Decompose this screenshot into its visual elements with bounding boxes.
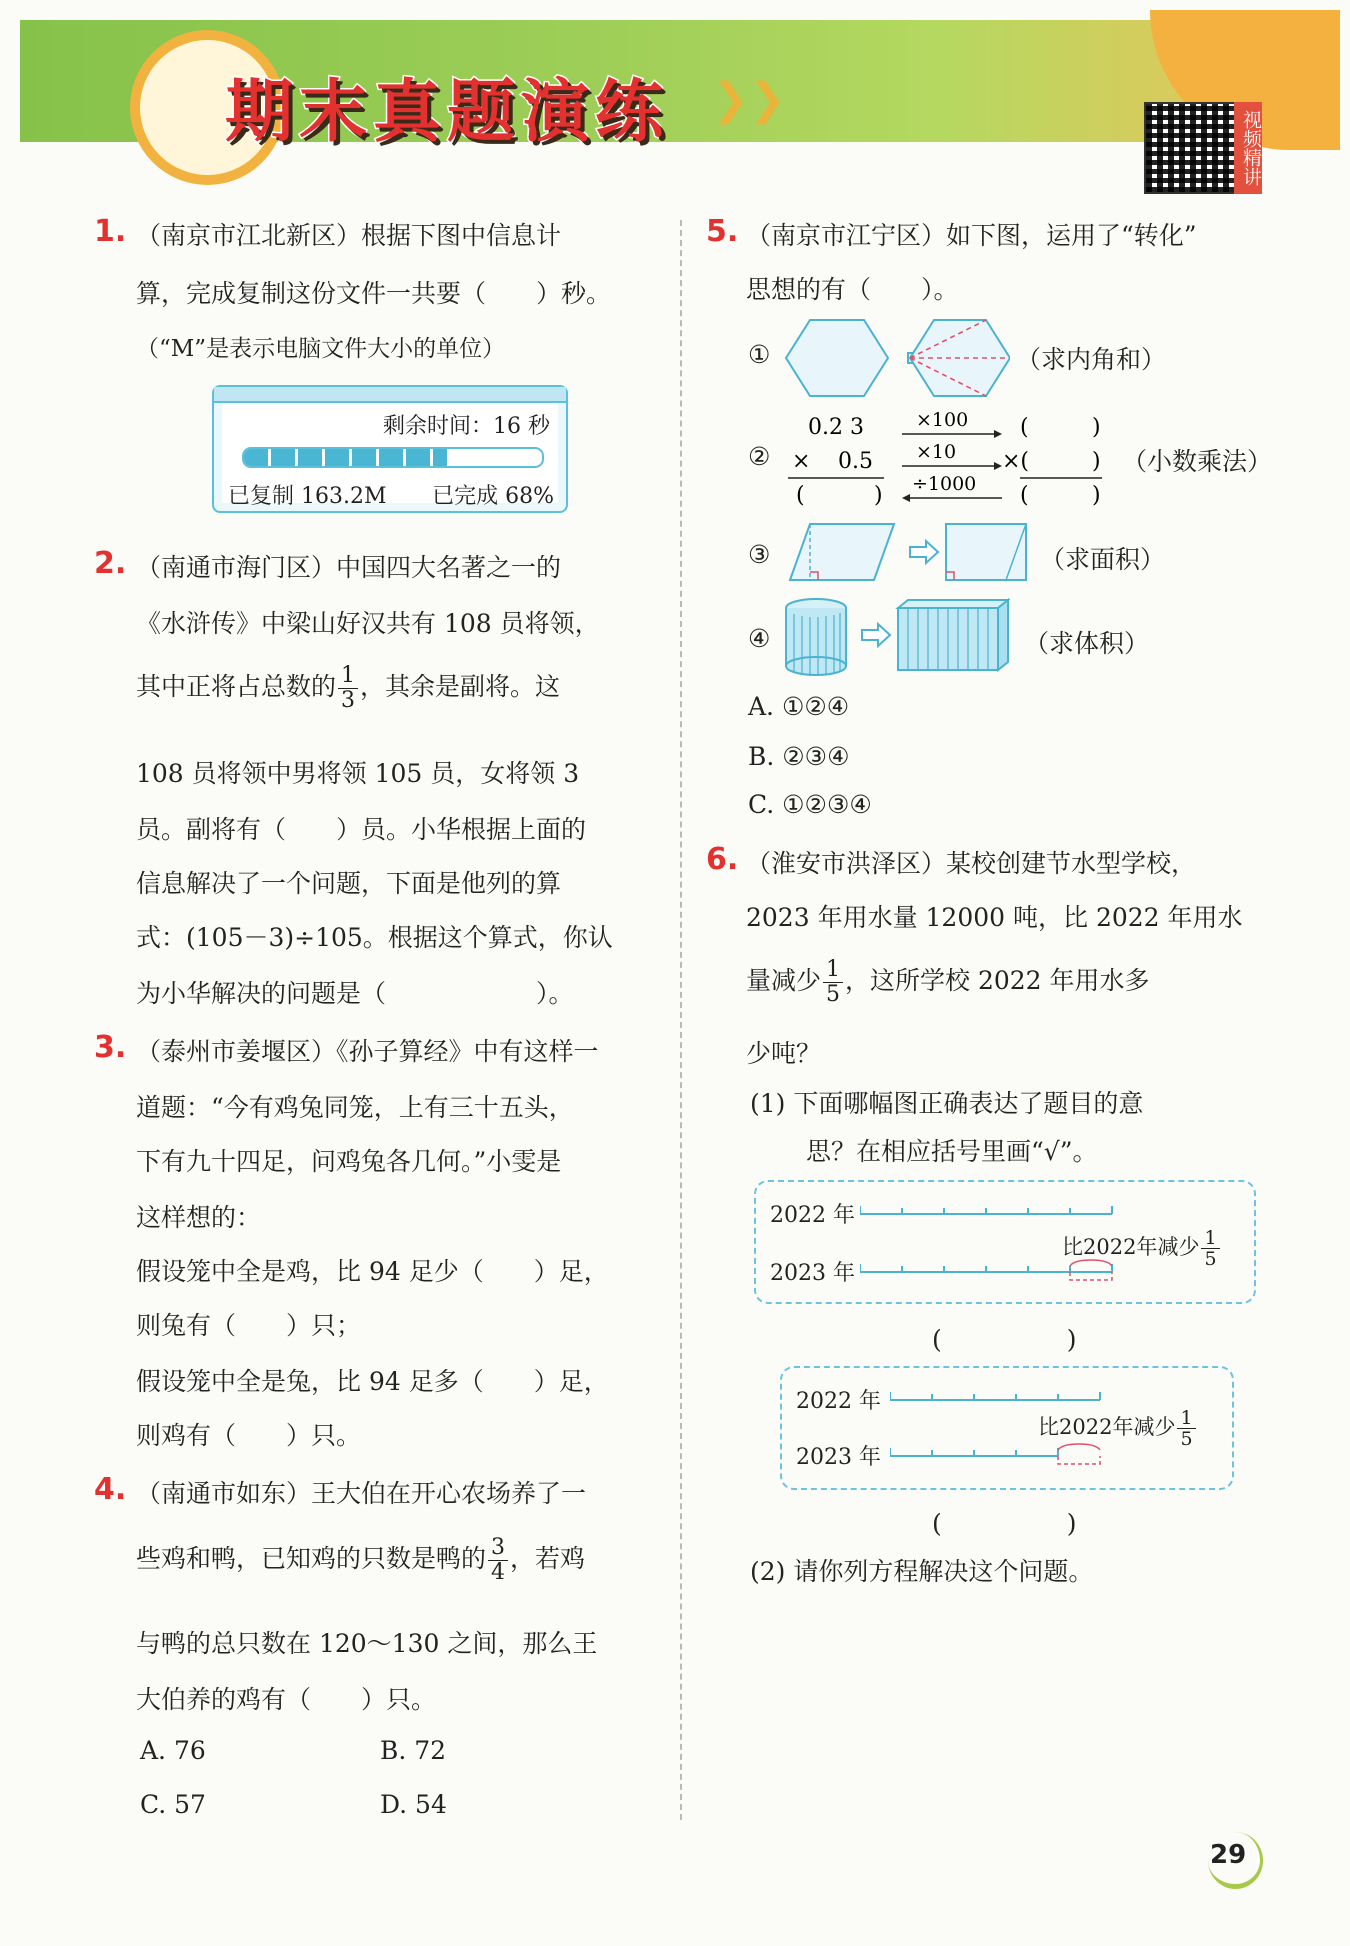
fig2-note: 比2022年减少 $\frac{1}{5}$ [1038,1408,1198,1449]
q4-choice-a[interactable]: A. 76 [140,1736,206,1765]
q2-line-3-pre: 其中正将占总数的 [136,672,337,701]
q2-line-8: 为小华解决的问题是（ ）。 [136,979,574,1008]
fraction-one-third: $\frac{1}{3}$ [338,664,358,713]
question-number-4: 4. [94,1472,127,1507]
title-arrow-icon: ❯❯ [712,74,786,125]
progress-bar [242,447,544,468]
q4-choice-c[interactable]: C. 57 [140,1790,206,1819]
q3-line-5: 假设笼中全是鸡，比 94 足少（ ）足， [136,1257,609,1286]
q4-line-1: （南通市如东）王大伯在开心农场养了一 [136,1479,587,1508]
cylinder-figure [780,596,1010,678]
fig1-answer-paren[interactable]: ( ) [932,1325,1077,1354]
q2-line-5: 员。副将有（ ）员。小华根据上面的 [136,815,587,844]
result-rparen-1: ) [1092,415,1101,440]
op-times-10: ×10 [916,441,957,463]
hexagon-figure [780,316,1010,400]
page-number: 29 [1210,1840,1247,1870]
question-number-6: 6. [706,842,739,877]
q4-line-2-post: ，若鸡 [510,1544,586,1573]
qr-code-icon[interactable] [1144,102,1236,194]
q6-sub1-line-2: 思？在相应括号里画“√”。 [806,1137,1098,1166]
q5-choice-a[interactable]: A. ①②④ [748,692,850,721]
q4-line-3: 与鸭的总只数在 120～130 之间，那么王 [136,1629,598,1658]
op-times-100: ×100 [916,409,969,431]
q2-line-6: 信息解决了一个问题，下面是他列的算 [136,869,562,898]
fig1-label-2022: 2022 年 [770,1203,855,1228]
line-diagram-option-2 [780,1366,1234,1490]
q2-line-4: 108 员将领中男将领 105 员，女将领 3 [136,759,580,788]
qr-label: 视频精讲 [1234,102,1262,194]
q3-line-7: 假设笼中全是兔，比 94 足多（ ）足， [136,1367,609,1396]
result-rparen-2: ) [1092,449,1101,474]
progress-fill [244,449,447,466]
q5-line-2: 思想的有（ ）。 [746,275,959,304]
q5-item-2-mark: ② [748,442,771,471]
line-diagram-option-1 [754,1180,1256,1304]
q5-item-2-label: （小数乘法） [1122,447,1273,476]
q2-line-2: 《水浒传》中梁山好汉共有 108 员将领， [136,609,600,638]
product-lparen: ( [796,483,805,508]
times-sign: × [792,449,811,474]
q1-line-3: （“M”是表示电脑文件大小的单位） [136,336,506,362]
q4-line-2 [136,1536,585,1585]
q6-line-3-pre: 量减少 [746,966,822,995]
result-times-paren: ×( [1002,449,1030,474]
fig2-label-2023: 2023 年 [796,1445,881,1470]
q6-line-3 [746,958,1150,1007]
result-rparen-3: ) [1092,483,1101,508]
parallelogram-figure [780,520,1040,586]
dialog-titlebar [214,387,566,403]
q5-item-4-label: （求体积） [1024,629,1150,658]
question-number-3: 3. [94,1030,127,1065]
result-lparen-3: ( [1020,483,1029,508]
fraction-three-fourths: $\frac{3}{4}$ [488,1536,508,1585]
page-title: 期末真题演练 [225,73,670,152]
q5-item-3-label: （求面积） [1040,545,1166,574]
q2-line-1: （南通市海门区）中国四大名著之一的 [136,553,562,582]
q6-sub1-line-1: (1) 下面哪幅图正确表达了题目的意 [750,1089,1144,1118]
question-number-1: 1. [94,214,127,249]
q5-item-4-mark: ④ [748,624,771,653]
copied-size: 已复制 163.2M [228,484,387,509]
q6-line-1: （淮安市洪泽区）某校创建节水型学校， [746,849,1197,878]
q3-line-4: 这样想的： [136,1203,262,1232]
factor-a: 0.2 3 [808,415,864,440]
question-number-5: 5. [706,214,739,249]
question-number-2: 2. [94,546,127,581]
q4-choice-d[interactable]: D. 54 [380,1790,447,1819]
column-divider [680,220,682,1820]
fig2-fraction: $\frac{1}{5}$ [1177,1408,1195,1449]
q6-line-2: 2023 年用水量 12000 吨，比 2022 年用水 [746,903,1243,932]
q4-line-4: 大伯养的鸡有（ ）只。 [136,1685,437,1714]
q3-line-1: （泰州市姜堰区）《孙子算经》中有这样一 [136,1037,599,1066]
q5-item-3-mark: ③ [748,540,771,569]
q3-line-2: 道题：“今有鸡兔同笼，上有三十五头， [136,1093,574,1122]
result-lparen-1: ( [1020,415,1029,440]
fraction-one-fifth: $\frac{1}{5}$ [823,958,843,1007]
fig1-note: 比2022年减少 $\frac{1}{5}$ [1062,1228,1222,1269]
fig1-label-2023: 2023 年 [770,1261,855,1286]
q6-line-3-post: ，这所学校 2022 年用水多 [845,966,1150,995]
fig1-fraction: $\frac{1}{5}$ [1201,1228,1219,1269]
q6-line-4: 少吨？ [746,1039,822,1068]
factor-b: 0.5 [838,449,873,474]
q3-line-3: 下有九十四足，问鸡兔各几何。”小雯是 [136,1147,562,1176]
q5-choice-b[interactable]: B. ②③④ [748,742,850,771]
q1-line-1: （南京市江北新区）根据下图中信息计 [136,221,562,250]
q6-sub2: (2) 请你列方程解决这个问题。 [750,1557,1094,1586]
q4-choice-b[interactable]: B. 72 [380,1736,447,1765]
q1-line-2: 算，完成复制这份文件一共要（ ）秒。 [136,279,612,308]
q2-line-7: 式：(105－3)÷105。根据这个算式，你认 [136,923,613,952]
op-divide-1000: ÷1000 [912,473,977,495]
q5-line-1: （南京市江宁区）如下图，运用了“转化” [746,221,1197,250]
q2-line-3-post: ，其余是副将。这 [360,672,561,701]
q2-line-3 [136,664,560,713]
fig2-answer-paren[interactable]: ( ) [932,1509,1077,1538]
q4-line-2-pre: 些鸡和鸭，已知鸡的只数是鸭的 [136,1544,487,1573]
fig2-label-2022: 2022 年 [796,1389,881,1414]
q3-line-6: 则兔有（ ）只； [136,1311,362,1340]
copy-progress-dialog [212,385,568,513]
q3-line-8: 则鸡有（ ）只。 [136,1421,362,1450]
completed-percent: 已完成 68% [432,484,554,509]
decimal-multiplication-figure [780,404,1120,508]
q5-item-1-label: （求内角和） [1016,345,1167,374]
remaining-time: 剩余时间：16 秒 [383,414,550,439]
product-rparen: ) [874,483,883,508]
q5-choice-c[interactable]: C. ①②③④ [748,790,872,819]
q5-item-1-mark: ① [748,340,771,369]
